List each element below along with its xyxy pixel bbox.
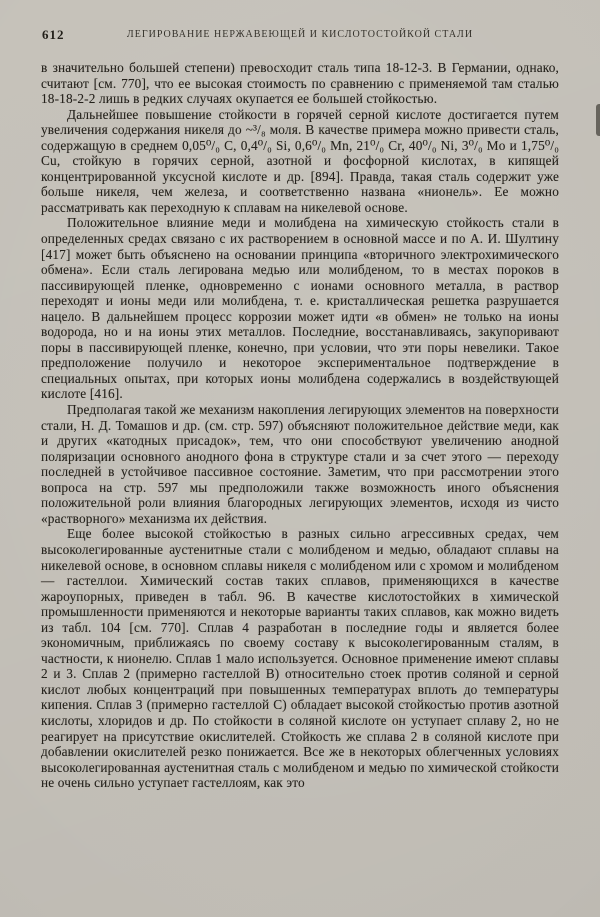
page-body [41, 60, 559, 791]
paragraph: Предполагая такой же механизм накопления легирующих элементов на поверхности стали, Н. Д. Томашов и др. (см. стр. 597) объясняют положительное действие меди, как и других «катодных присадок», тем, что они способствуют увеличению анодной поляризации основного анодного фона в структуре стали и за счет этого — переходу последней в устойчивое пассивное состояние. Заметим, что при рассмотрении этого вопроса на стр. 597 мы предположили также возможность иного объяснения положительной роли влияния благородных легирующих элементов, исходя из чисто «растворного» механизма их действия. [41, 402, 559, 526]
paragraph: Еще более высокой стойкостью в разных сильно агрессивных средах, чем высоколегированные аустенитные стали с молибденом и медью, обладают сплавы на никелевой основе, в основном сплавы никеля с молибденом или с хромом и молибденом — гастеллои. Химический состав таких сплавов, применяющихся в качестве жароупорных, приведен в табл. 96. В качестве кислотостойких в химической промышленности применяются и некоторые варианты таких сплавов, как можно видеть из табл. 104 [см. 770]. Сплав 4 разработан в последние годы и является более экономичным, приближаясь по своему составу к высоколегированным сталям, в частности, к нионелю. Сплав 1 мало используется. Основное применение имеют сплавы 2 и 3. Сплав 2 (примерно гастеллой В) относительно стоек против соляной и серной кислот любых концентраций при повышенных температурах вплоть до температуры кипения. Сплав 3 (примерно гастеллой С) обладает высокой стойкостью против азотной кислоты, хлоридов и др. По стойкости в соляной кислоте он уступает сплаву 2, но не реагирует на присутствие окислителей. Стойкость же сплава 2 в соляной кислоте при добавлении окислителей резко понижается. Все же в некоторых облегченных условиях высоколегированная аустенитная сталь с молибденом и медью по химической стойкости не очень сильно уступает гастеллоям, как это [41, 526, 559, 791]
paragraph: в значительно большей степени) превосходит сталь типа 18-12-3. В Германии, однако, считают [см. 770], что ее высокая стоимость по сравнению с применяемой там сталью 18-18-2-2 лишь в редких случаях окупается ее большей стойкостью. [41, 60, 559, 107]
paragraph: Дальнейшее повышение стойкости в горячей серной кислоте достигается путем увеличения содержания никеля до ~³/₈ моля. В качестве примера можно привести сталь, содержащую в среднем 0,05⁰/₀ C, 0,4⁰/₀ Si, 0,6⁰/₀ Mn, 21⁰/₀ Cr, 40⁰/₀ Ni, 3⁰/₀ Mo и 1,75⁰/₀ Cu, стойкую в горячих серной, азотной и фосфорной кислотах, в кипящей концентрированной уксусной кислоте и др. [894]. Правда, такая сталь содержит уже больше никеля, чем железа, и соответственно названа «нионель». Ее можно рассматривать как переходную к сплавам на никелевой основе. [41, 106, 559, 215]
page-header [40, 26, 560, 44]
page-number: 612 [42, 27, 65, 42]
running-title: ЛЕГИРОВАНИЕ НЕРЖАВЕЮЩЕЙ И КИСЛОТОСТОЙКОЙ СТАЛИ [126, 29, 474, 40]
scan-smudge-artifact [596, 104, 600, 136]
paragraph: Положительное влияние меди и молибдена на химическую стойкость стали в определенных средах связано с их растворением в основной массе и по А. И. Шултину [417] может быть объяснено на основании принципа «вторичного электрохимического обмена». Если сталь легирована медью или молибденом, то в местах пороков в пассивирующей пленке, одновременно с ионами основного металла, в раствор переходят и ионы меди или молибдена, т. е. кристаллическая решетка разрушается нацело. В дальнейшем процесс коррозии может идти «в обмен» не только на ионы водорода, но и на ионы этих металлов. Последние, восстанавливаясь, закупоривают поры в пассивирующей пленке, конечно, при условии, что эти поры невелики. Такое предположение получило и некоторое экспериментальное подтверждение в специальных опытах, при которых ионы молибдена содержались в воздействующей кислоте [416]. [41, 215, 559, 402]
